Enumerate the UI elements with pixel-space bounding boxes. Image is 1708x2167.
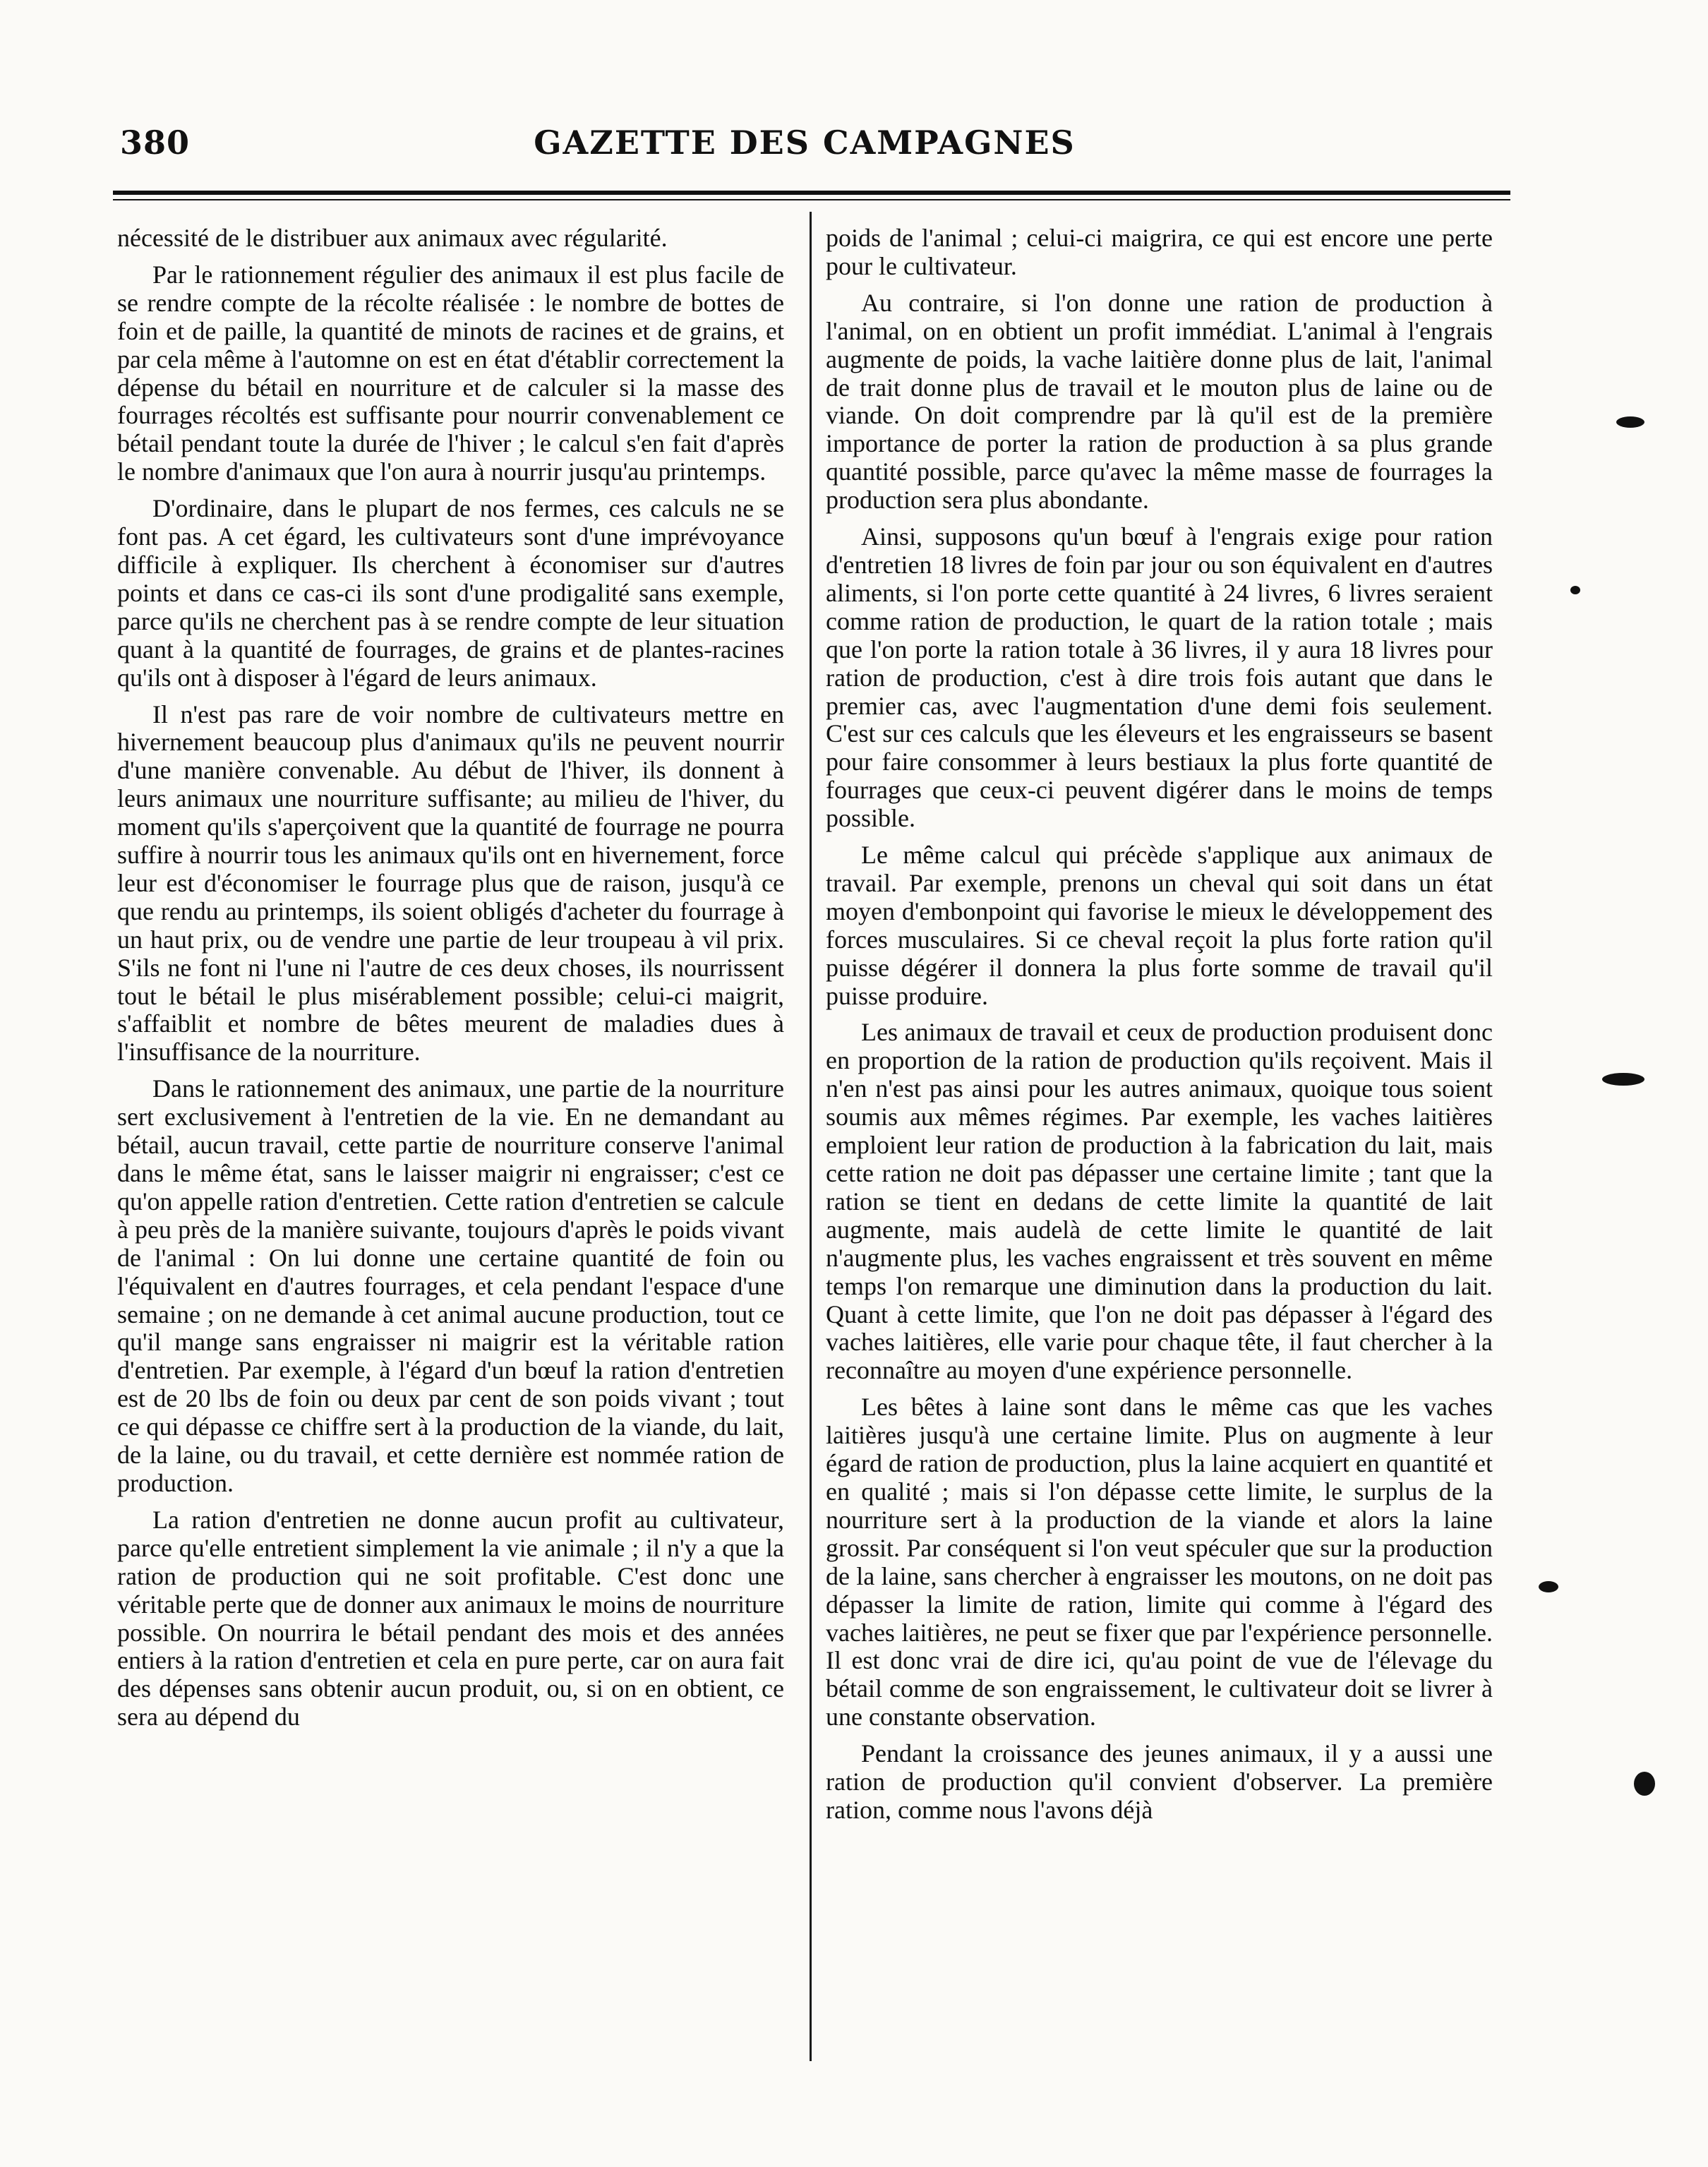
paragraph: Pendant la croissance des jeunes animaux, il y a aussi une ration de production qu'il convient d'observer. La première ration, comme nous l'avons déjà (826, 1739, 1493, 1824)
column-divider (810, 212, 812, 2061)
paragraph: Par le rationnement régulier des animaux il est plus facile de se rendre compte de la récolte réalisée : le nombre de bottes de foin et de paille, la quantité de minots de racines et de grains, et par cela même à l'automne on est en état d'établir correctement la dépense du bétail en nourriture et de calculer si la masse des fourrages récoltés est suffisante pour nourrir convenablement ce bétail pendant toute la durée de l'hiver ; le calcul s'en fait d'après le nombre d'animaux que l'on aura à nourrir jusqu'au printemps. (117, 260, 784, 486)
paragraph: D'ordinaire, dans le plupart de nos fermes, ces calculs ne se font pas. A cet égard, les cultivateurs sont d'une imprévoyance difficile à expliquer. Ils cherchent à économiser sur d'autres points et dans ce cas-ci ils sont d'une prodigalité sans exemple, parce qu'ils ne cherchent pas à se rendre compte de leur situation quant à la quantité de fourrages, de grains et de plantes-racines qu'ils ont à disposer à l'égard de leurs animaux. (117, 494, 784, 692)
ink-speck (1602, 1073, 1644, 1086)
header-rule-thin (113, 199, 1510, 200)
running-title: GAZETTE DES CAMPAGNES (534, 124, 1076, 162)
paragraph: nécessité de le distribuer aux animaux avec régularité. (117, 224, 668, 252)
right-column (826, 224, 1493, 1833)
paragraph: Il n'est pas rare de voir nombre de cultivateurs mettre en hivernement beaucoup plus d'animaux qu'ils ne peuvent nourrir d'une manière convenable. Au début de l'hiver, ils donnent à leurs animaux une nourriture suffisante; au milieu de l'hiver, du moment qu'ils s'aperçoivent que la quantité de fourrage ne pourra suffire à nourrir tous les animaux qu'ils ont en hivernement, force leur est d'économiser le fourrage plus que de raison, jusqu'à ce que rendu au printemps, ils soient obligés d'acheter du fourrage à un haut prix, ou de vendre une partie de leur troupeau à vil prix. S'ils ne font ni l'une ni l'autre de ces deux choses, ils nourrissent tout le bétail le plus misérablement possible; celui-ci maigrit, s'affaiblit et nombre de bêtes meurent de maladies dues à l'insuffisance de la nourriture. (117, 700, 784, 1067)
page-header (92, 124, 1517, 173)
ink-speck (1634, 1772, 1655, 1796)
ink-speck (1616, 416, 1644, 428)
paragraph: Au contraire, si l'on donne une ration de production à l'animal, on en obtient un profit immédiat. L'animal à l'engrais augmente de poids, la vache laitière donne plus de lait, l'animal de trait donne plus de travail et le mouton plus de laine ou de viande. On doit comprendre par là qu'il est de la première importance de porter la ration de production à sa plus grande quantité possible, parce qu'avec la même masse de fourrages la production sera plus abondante. (826, 288, 1493, 515)
left-column (117, 224, 784, 1740)
ink-speck (1570, 586, 1580, 594)
paragraph: Les animaux de travail et ceux de production produisent donc en proportion de la ration de production qu'ils reçoivent. Mais il n'en n'est pas ainsi pour les autres animaux, quoique tous soient soumis aux mêmes régimes. Par exemple, les vaches laitières emploient leur ration de production à la fabrication du lait, mais cette ration ne doit pas dépasser une certaine limite ; tant que la ration se tient en dedans de cette limite la quantité de lait augmente, mais audelà de cette limite le quantité de lait n'augmente plus, les vaches engraissent et très souvent en même temps l'on remarque une diminution dans la production du lait. Quant à cette limite, que l'on ne doit pas dépasser à l'égard des vaches laitières, elle varie pour chaque tête, il faut chercher à la reconnaître au moyen d'une expérience personnelle. (826, 1018, 1493, 1385)
paragraph: Dans le rationnement des animaux, une partie de la nourriture sert exclusivement à l'entretien de la vie. En ne demandant au bétail, aucun travail, cette partie de nourriture conserve l'animal dans le même état, sans le laisser maigrir ni engraisser; c'est ce qu'on appelle ration d'entretien. Cette ration d'entretien se calcule à peu près de la manière suivante, toujours d'après le poids vivant de l'animal : On lui donne une certaine quantité de foin ou l'équivalent en d'autres fourrages, et cela pendant l'espace d'une semaine ; on ne demande à cet animal aucune production, tout ce qu'il mange sans engraisser ni maigrir est la véritable ration d'entretien. Par exemple, à l'égard d'un bœuf la ration d'entretien est de 20 lbs de foin ou deux par cent de son poids vivant ; tout ce qui dépasse ce chiffre sert à la production de la viande, du lait, de la laine, ou du travail, et cette dernière est nommée ration de production. (117, 1074, 784, 1497)
paragraph: La ration d'entretien ne donne aucun profit au cultivateur, parce qu'elle entretient simplement la vie animale ; il n'y a que la ration de production qui ne soit profitable. C'est donc une véritable perte que de donner aux animaux le moins de nourriture possible. On nourrira le bétail pendant des mois et des années entiers à la ration d'entretien et cela en pure perte, car on aura fait des dépenses sans obtenir aucun produit, ou, si on en obtient, ce sera au dépend du (117, 1505, 784, 1731)
header-rule-thick (113, 191, 1510, 195)
paragraph: Ainsi, supposons qu'un bœuf à l'engrais exige pour ration d'entretien 18 livres de foin par jour ou son équivalent en d'autres aliments, si l'on porte cette quantité à 24 livres, 6 livres seraient comme ration de production, le quart de la ration totale ; mais que l'on porte la ration totale à 36 livres, il y aura 18 livres pour ration de production, c'est à dire trois fois autant que dans le premier cas, avec l'augmentation d'une demi fois seulement. C'est sur ces calculs que les éleveurs et les engraisseurs se basent pour faire consommer à leurs bestiaux la plus forte quantité de fourrages que ceux-ci peuvent digérer dans le moins de temps possible. (826, 522, 1493, 833)
ink-speck (1539, 1581, 1558, 1592)
paragraph: Les bêtes à laine sont dans le même cas que les vaches laitières jusqu'à une certaine limite. Plus on augmente à leur égard de ration de production, plus la laine acquiert en quantité et en qualité ; mais si l'on dépasse cette limite, le surplus de la nourriture sert à la production de la viande et alors la laine grossit. Par conséquent si l'on veut spéculer que sur la production de la laine, sans chercher à engraisser les moutons, on ne doit pas dépasser la limite de ration, limite qui comme à l'égard des vaches laitières, ne peut se fixer que par l'expérience personnelle. Il est donc vrai de dire ici, qu'au point de vue de l'élevage du bétail comme de son engraissement, le cultivateur doit se livrer à une constante observation. (826, 1393, 1493, 1731)
paragraph: Le même calcul qui précède s'applique aux animaux de travail. Par exemple, prenons un cheval qui soit dans un état moyen d'embonpoint qui favorise le mieux le développement des forces musculaires. Si ce cheval reçoit la plus forte ration qu'il puisse dégérer il donnera la plus forte somme de travail qu'il puisse produire. (826, 841, 1493, 1010)
paragraph: poids de l'animal ; celui-ci maigrira, ce qui est encore une perte pour le cultivateur. (826, 224, 1493, 280)
page-number: 380 (120, 124, 191, 162)
